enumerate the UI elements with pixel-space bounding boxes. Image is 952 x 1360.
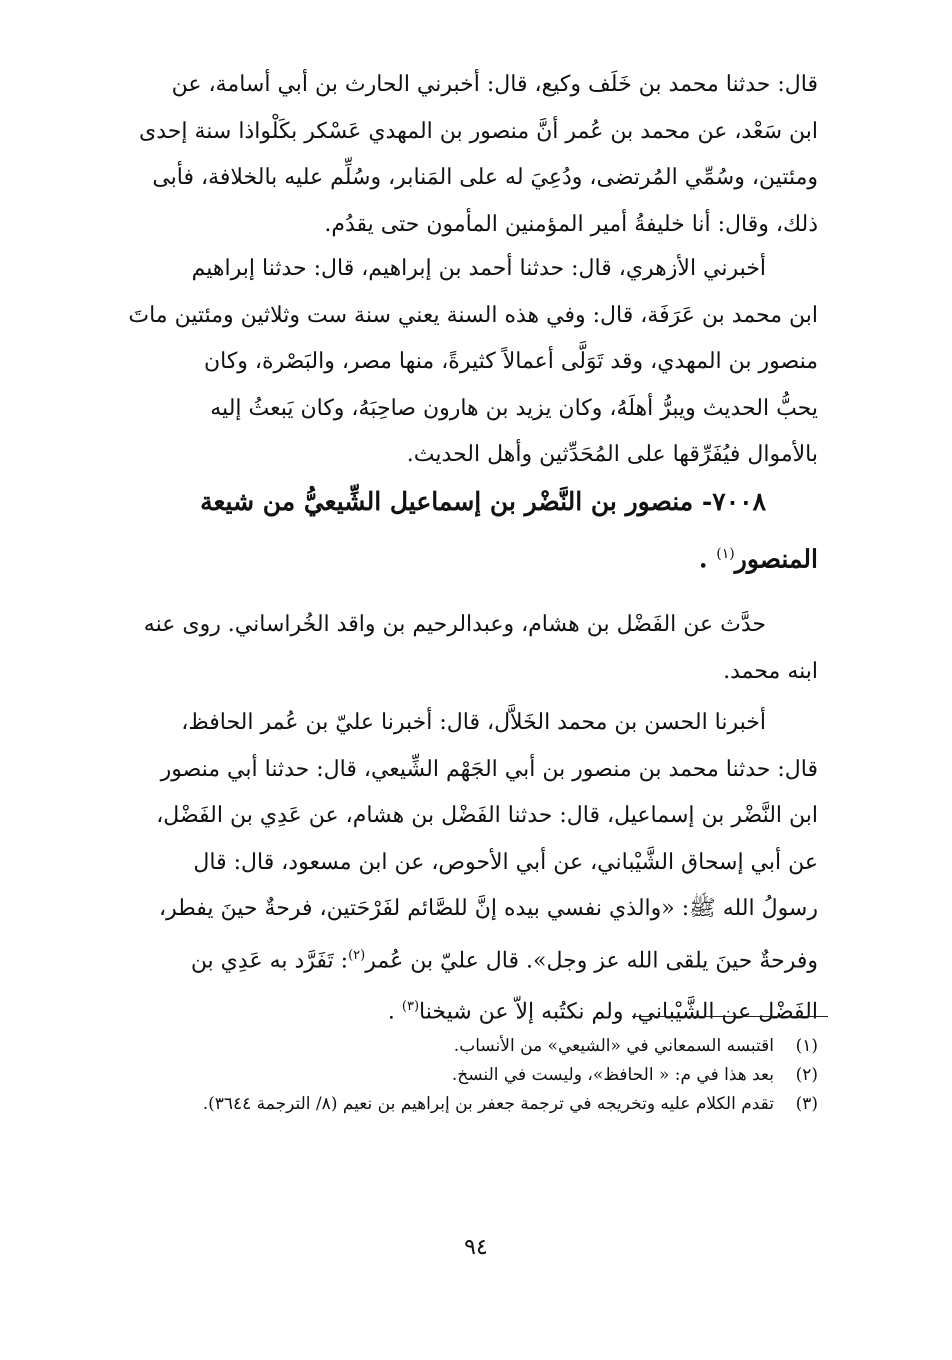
page-number: ٩٤ [464, 1235, 488, 1260]
text-fragment: الفَضْل عن الشَّيْباني، ولم نكتُبه إلاّ عن شيخنا [419, 999, 818, 1025]
footnotes [100, 1032, 818, 1119]
entry-end: . [698, 544, 708, 574]
text-line: يحبُّ الحديث ويبرُّ أهلَهُ، وكان يزيد بن هارون صاحِبَهُ، وكان يَبعثُ إليه [210, 395, 818, 421]
paragraph-1 [110, 62, 818, 248]
text-line: أخبرني الأزهري، قال: حدثنا أحمد بن إبراهيم، قال: حدثنا إبراهيم [191, 256, 766, 281]
text-line: منصور بن المهدي، وقد تَوَلَّى أعمالاً كثيرةً، منها مصر، والبَصْرة، وكان [203, 349, 818, 374]
text-line: رسولُ الله ﷺ: «والذي نفسي بيده إنَّ للصَّائم لفَرْحَتين، فرحةٌ حينَ يفطر، [158, 896, 818, 921]
text-line: حدَّث عن الفَضْل بن هشام، وعبدالرحيم بن واقد الخُراساني. روى عنه [143, 612, 766, 637]
entry-name: المنصور [734, 544, 818, 574]
entry-heading [110, 476, 818, 585]
footnote-number: (١) [795, 1036, 818, 1056]
entry-title-line-2 [110, 528, 818, 585]
text-line: بالأموال فيُفَرِّقها على المُحَدِّثين وأهل الحديث. [406, 442, 818, 467]
text-line [110, 933, 818, 985]
paragraph-3 [110, 602, 818, 695]
text-line: ابن سَعْد، عن محمد بن عُمر أنَّ منصور بن المهدي عَسْكر بكَلْواذا سنة إحدى [139, 118, 818, 144]
text-line: ابن النَّضْر بن إسماعيل، قال: حدثنا الفَضْل بن هشام، عن عَدِي بن الفَضْل، [156, 803, 818, 828]
footnote-text: اقتبسه السمعاني في «الشيعي» من الأنساب. [453, 1036, 774, 1056]
footnote-divider [632, 1016, 828, 1017]
paragraph-2 [110, 246, 818, 479]
text-fragment: : تَفَرَّد به عَدِي بن [190, 947, 349, 973]
text-fragment: . [387, 999, 395, 1025]
text-fragment: وفرحةٌ حينَ يلقى الله عز وجل». قال عليّ بن عُمر [365, 947, 818, 973]
footnote-text: تقدم الكلام عليه وتخريجه في ترجمة جعفر بن إبراهيم بن نعيم (٨/ الترجمة ٣٦٤٤). [202, 1094, 774, 1114]
footnote-number: (٢) [795, 1065, 818, 1085]
footnote-1 [100, 1032, 818, 1061]
text-line: أخبرنا الحسن بن محمد الخَلاَّل، قال: أخبرنا عليّ بن عُمر الحافظ، [181, 710, 766, 735]
footnote-3 [100, 1090, 818, 1119]
footnote-ref: (٢) [348, 947, 366, 963]
footnote-number: (٣) [795, 1094, 818, 1114]
text-line: قال: حدثنا محمد بن منصور بن أبي الجَهْم الشِّيعي، قال: حدثنا أبي منصور [160, 756, 818, 782]
text-line: ابنه محمد. [723, 658, 818, 684]
footnote-text: بعد هذا في م: « الحافظ»، وليست في النسخ. [451, 1065, 774, 1085]
text-line: عن أبي إسحاق الشَّيْباني، عن أبي الأحوص، عن ابن مسعود، قال: قال [193, 849, 818, 875]
footnote-ref: (٣) [401, 999, 420, 1015]
text-line: ذلك، وقال: أنا خليفةُ أمير المؤمنين المأمون حتى يقدُم. [324, 211, 818, 237]
text-line: ابن محمد بن عَرَفَة، قال: وفي هذه السنة يعني سنة ست وثلاثين ومئتين ماتَ [128, 302, 818, 328]
hadith-paragraph [110, 700, 818, 1036]
text-line: ومئتين، وسُمِّي المُرتضى، ودُعِيَ له على المَنابر، وسُلِّم عليه بالخلافة، فأبى [152, 165, 818, 190]
footnote-2 [100, 1061, 818, 1090]
text-line [110, 984, 818, 1036]
footnote-ref: (١) [716, 546, 735, 562]
text-line: قال: حدثنا محمد بن خَلَف وكيع، قال: أخبرني الحارث بن أبي أسامة، عن [171, 72, 818, 97]
entry-title-line-1: ٧٠٠٨- منصور بن النَّضْر بن إسماعيل الشِّيعيُّ من شيعة [200, 487, 766, 516]
